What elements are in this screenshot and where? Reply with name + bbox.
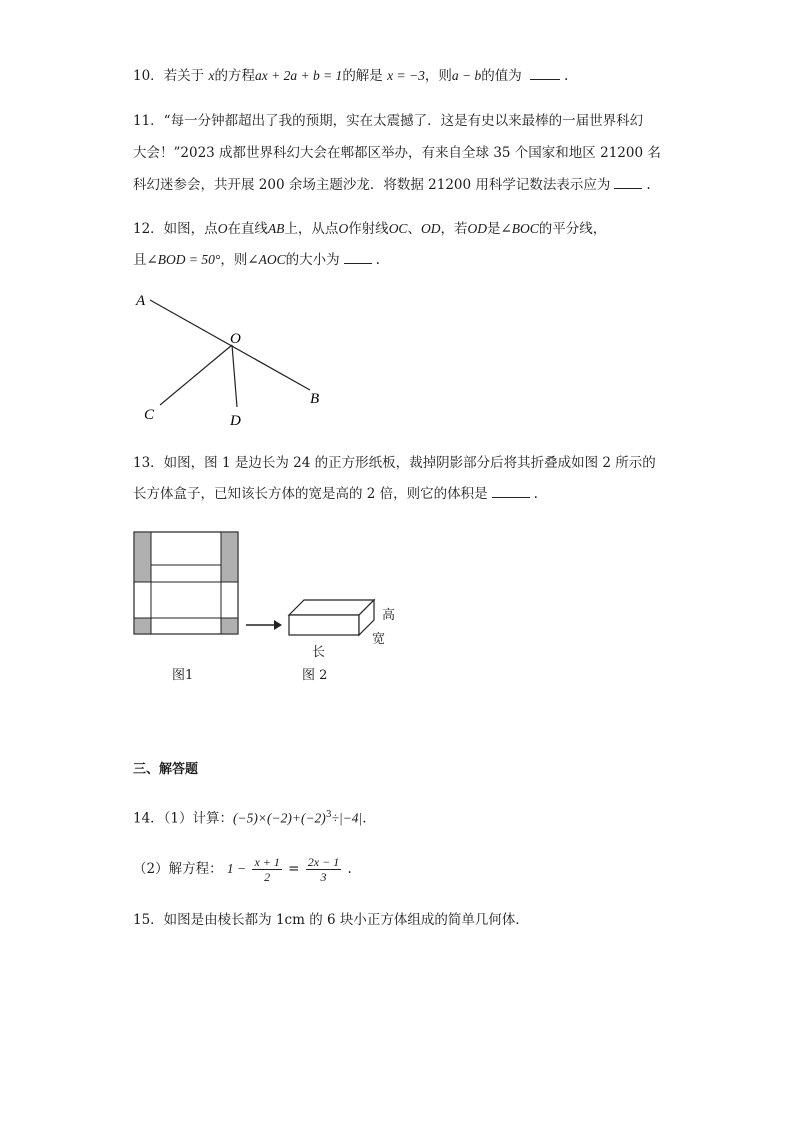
question-13-line-2: 长方体盒子，已知该长方体的宽是高的 2 倍，则它的体积是 .	[133, 486, 538, 502]
question-12-line-1: 12．如图，点O在直线AB上，从点O作射线OC、OD，若OD是∠BOC的平分线，	[133, 221, 607, 237]
ray-od	[232, 345, 237, 407]
arrow-icon	[244, 617, 284, 633]
fraction-1: $\frac{x + 1}{2}$	[254, 855, 280, 884]
question-14-part-2: （2）解方程： 1 − $\frac{x + 1}{2}$ = $\frac{2x - 1}{3}$ .	[133, 855, 352, 884]
question-12-line-2: 且∠BOD = 50°，则∠AOC的大小为 .	[133, 252, 380, 268]
section-heading: 三、解答题	[133, 762, 199, 777]
angle-figure	[120, 285, 340, 435]
label-width: 宽	[372, 632, 386, 647]
figure-1-square	[130, 528, 245, 640]
answer-blank[interactable]	[492, 485, 530, 498]
figure-1-caption: 图1	[172, 668, 194, 683]
answer-blank[interactable]	[614, 176, 642, 189]
question-11-line-2: 大会！”2023 成都世界科幻大会在郫都区举办，有来自全球 35 个国家和地区 21200 名	[133, 145, 661, 161]
question-10: 10．若关于 x的方程ax + 2a + b = 1的解是 x = −3，则a − b的值为 .	[133, 68, 569, 84]
question-15: 15．如图是由棱长都为 1cm 的 6 块小正方体组成的简单几何体．	[133, 912, 529, 928]
figure-2-caption: 图 2	[302, 668, 328, 683]
label-b: B	[310, 391, 320, 407]
label-a: A	[136, 293, 146, 309]
answer-blank[interactable]	[530, 67, 560, 80]
fraction-2: $\frac{2x - 1}{3}$	[307, 855, 340, 884]
label-o: O	[230, 331, 241, 347]
label-length: 长	[312, 645, 326, 660]
question-11-line-1: 11．“每一分钟都超出了我的预期，实在太震撼了．这是有史以来最棒的一届世界科幻	[133, 113, 644, 129]
label-height: 高	[382, 608, 396, 623]
answer-blank[interactable]	[344, 251, 372, 264]
question-14-part-1: 14．（1）计算：$(-5)\times(-2)+(-2)^3\div|-4|$.	[133, 810, 367, 827]
question-11-line-3: 科幻迷参会，共开展 200 余场主题沙龙．将数据 21200 用科学记数法表示应为 .	[133, 177, 651, 193]
question-13-line-1: 13．如图，图 1 是边长为 24 的正方形纸板，裁掉阴影部分后将其折叠成如图 2 所示的	[133, 455, 656, 471]
ray-oc	[160, 345, 232, 405]
label-d: D	[230, 413, 241, 429]
label-c: C	[144, 407, 155, 423]
